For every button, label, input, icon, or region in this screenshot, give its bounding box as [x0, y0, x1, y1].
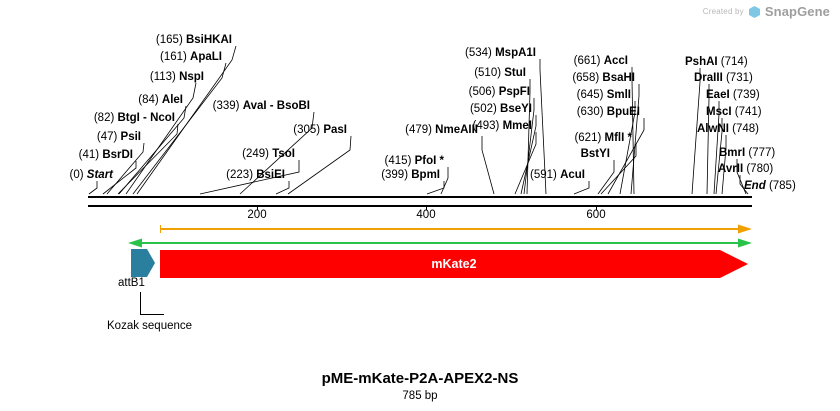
enzyme-pos: (621)	[574, 132, 602, 144]
feature-label-attb1: attB1	[118, 277, 145, 289]
enzyme-pos: (493)	[472, 120, 500, 132]
enzyme-name: EaeI	[706, 89, 730, 101]
enzyme-label-nspi[interactable]	[20, 71, 204, 84]
enzyme-pos: (731)	[725, 72, 753, 84]
ruler-label-600: 600	[586, 209, 606, 221]
enzyme-pos: (777)	[748, 147, 776, 159]
enzyme-label-avrii[interactable]	[718, 163, 773, 176]
enzyme-label-apali[interactable]	[20, 51, 222, 64]
enzyme-pos: (82)	[93, 112, 115, 124]
enzyme-label-alwni[interactable]	[697, 123, 759, 136]
orf-arrow-green	[128, 238, 752, 248]
enzyme-name: End	[744, 180, 766, 192]
enzyme-name: MmeI	[502, 120, 532, 132]
plasmid-title: pME-mKate-P2A-APEX2-NS	[321, 370, 519, 387]
enzyme-pos: (249)	[242, 148, 269, 160]
enzyme-label-start[interactable]	[20, 169, 113, 182]
enzyme-name: PshAI	[685, 56, 718, 68]
enzyme-pos: (223)	[226, 169, 254, 181]
enzyme-name: MspA1I	[495, 47, 536, 59]
enzyme-pos: (399)	[381, 169, 409, 181]
enzyme-pos: (479)	[405, 124, 432, 136]
ruler-label-200: 200	[247, 209, 267, 221]
enzyme-name: StuI	[504, 67, 526, 79]
ruler-label-400: 400	[416, 209, 436, 221]
enzyme-pos: (714)	[720, 56, 748, 68]
enzyme-name: PspFI	[498, 86, 530, 98]
enzyme-pos: (47)	[96, 131, 118, 143]
enzyme-name: SmlI	[606, 89, 631, 101]
credit-by-label: Created by	[702, 7, 744, 16]
enzyme-label-tsoi[interactable]	[160, 148, 295, 161]
enzyme-label-bpuei[interactable]	[490, 106, 640, 119]
enzyme-name: DraIII	[694, 72, 723, 84]
enzyme-pos: (339)	[212, 100, 240, 112]
orf-arrow-orange	[160, 224, 752, 234]
enzyme-pos: (658)	[572, 72, 600, 84]
feature-attb1[interactable]	[131, 249, 155, 277]
enzyme-label-btgi-ncoi[interactable]	[20, 112, 175, 125]
kozak-leader-vertical	[140, 292, 141, 314]
enzyme-label-pfoi[interactable]	[310, 155, 444, 168]
enzyme-name: BsaHI	[602, 72, 635, 84]
snapgene-logo-icon	[749, 6, 760, 18]
snapgene-brand-label: SnapGene	[764, 4, 830, 19]
enzyme-label-msci[interactable]	[706, 106, 762, 119]
enzyme-name: NmeAIII	[435, 124, 478, 136]
enzyme-pos: (84)	[138, 94, 159, 106]
enzyme-label-bmri[interactable]	[719, 147, 775, 160]
enzyme-label-acui[interactable]	[490, 169, 585, 182]
enzyme-pos: (161)	[159, 51, 187, 63]
enzyme-label-mfli[interactable]	[490, 132, 632, 145]
enzyme-pos: (506)	[468, 86, 496, 98]
enzyme-name: BseYI	[500, 103, 532, 115]
enzyme-pos: (415)	[384, 155, 412, 167]
enzyme-pos: (591)	[530, 169, 557, 181]
enzyme-name: PasI	[323, 124, 347, 136]
enzyme-label-bsahi[interactable]	[490, 72, 635, 85]
enzyme-name: NspI	[179, 71, 204, 83]
kozak-leader-horizontal	[140, 314, 164, 315]
enzyme-name: BpmI	[411, 169, 440, 181]
enzyme-pos: (739)	[732, 89, 760, 101]
enzyme-pos: (534)	[465, 47, 492, 59]
enzyme-pos: (165)	[155, 34, 183, 46]
enzyme-label-bsiei[interactable]	[140, 169, 285, 182]
enzyme-pos: (113)	[149, 71, 176, 83]
enzyme-name: Start	[86, 169, 113, 181]
enzyme-label-smli[interactable]	[490, 89, 631, 102]
enzyme-name: BstYI	[580, 148, 610, 160]
enzyme-pos: (630)	[576, 106, 604, 118]
enzyme-name: BsrDI	[102, 149, 133, 161]
feature-label-mkate2: mKate2	[431, 257, 477, 271]
enzyme-label-pshai[interactable]	[685, 56, 748, 69]
feature-mkate2[interactable]	[160, 250, 748, 278]
enzyme-pos: (502)	[469, 103, 497, 115]
enzyme-name: BsiHKAI	[185, 34, 232, 46]
enzyme-name: TsoI	[272, 148, 295, 160]
enzyme-label-bpmi[interactable]	[310, 169, 440, 182]
enzyme-name: MscI	[706, 106, 732, 118]
enzyme-name: BpuEI	[606, 106, 640, 118]
enzyme-pos: (661)	[573, 55, 601, 67]
enzyme-label-eaei[interactable]	[706, 89, 760, 102]
enzyme-name: PsiI	[120, 131, 141, 143]
enzyme-pos: (645)	[576, 89, 604, 101]
enzyme-label-avai-bsobi[interactable]	[150, 100, 310, 113]
enzyme-pos: (0)	[69, 169, 84, 181]
enzyme-name: AlwNI	[697, 123, 729, 135]
snapgene-credit	[703, 4, 830, 19]
enzyme-label-bsihkai[interactable]	[20, 34, 232, 47]
enzyme-name: BmrI	[719, 147, 746, 159]
enzyme-pos: (510)	[474, 67, 502, 79]
enzyme-label-end[interactable]	[744, 180, 796, 193]
enzyme-name: AvrII	[718, 163, 744, 175]
enzyme-label-draiii[interactable]	[694, 72, 753, 85]
enzyme-label-bsrdi[interactable]	[20, 149, 133, 162]
enzyme-name: ApaLI	[190, 51, 222, 63]
enzyme-pos: (305)	[293, 124, 321, 136]
enzyme-name: BtgI - NcoI	[117, 112, 175, 124]
enzyme-label-psii[interactable]	[20, 131, 141, 144]
enzyme-pos: (41)	[78, 149, 100, 161]
plasmid-length: 785 bp	[402, 390, 438, 402]
enzyme-pos: (748)	[732, 123, 760, 135]
enzyme-label-acci[interactable]	[500, 55, 628, 68]
enzyme-label-bstyi[interactable]	[490, 148, 610, 161]
enzyme-name: AccI	[603, 55, 628, 67]
enzyme-label-pasi[interactable]	[200, 124, 347, 137]
enzyme-name: AleI	[161, 94, 183, 106]
enzyme-pos: (785)	[768, 180, 796, 192]
enzyme-name: AcuI	[560, 169, 585, 181]
enzyme-name: PfoI *	[414, 155, 444, 167]
enzyme-pos: (741)	[734, 106, 762, 118]
enzyme-name: MflI *	[604, 132, 632, 144]
enzyme-name: BsiEI	[256, 169, 285, 181]
ruler	[88, 205, 752, 223]
enzyme-name: AvaI - BsoBI	[242, 100, 310, 112]
feature-label-kozak: Kozak sequence	[107, 320, 193, 332]
enzyme-pos: (780)	[746, 163, 774, 175]
